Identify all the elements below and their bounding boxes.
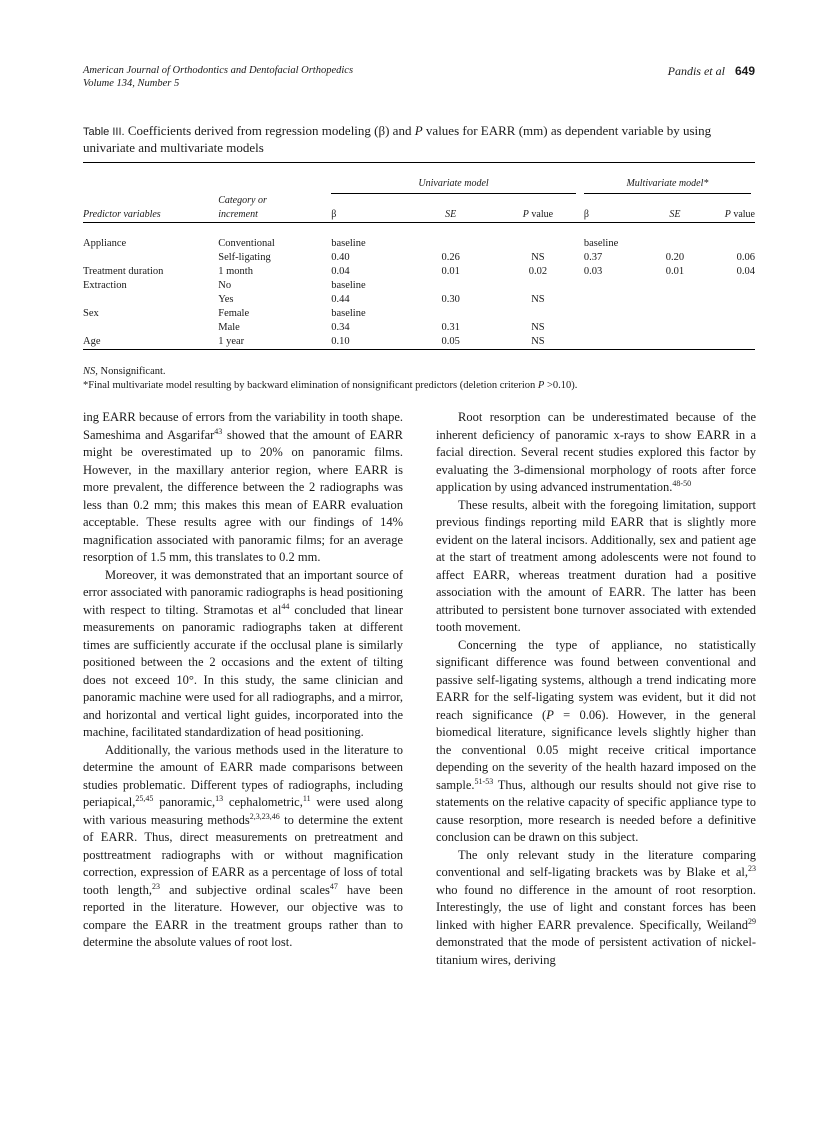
cell-mb [580, 335, 644, 350]
cell-pred: Appliance [83, 238, 127, 249]
running-header [83, 64, 755, 98]
table-row [83, 307, 755, 321]
cell-ub: baseline [331, 308, 366, 319]
cell-mp: 0.06 [736, 252, 755, 263]
cell-mse: 0.01 [665, 266, 685, 277]
cell-ub: 0.34 [331, 322, 350, 333]
cell-mse [643, 237, 706, 251]
col-uni-p: P value [522, 209, 554, 220]
left-paragraph-1: ing EARR because of errors from the variability in tooth shape. Sameshima and Asgarifar$^{43}$ showed that the amount of EARR might be overestimated up to 20% on panoramic films. However, in the maxillary anterior region, where EARR is more prevalent, the difference between the 2 radiographs was less than 0.2 mm; this makes this mean of EARR evaluation acceptable. These results agree with our findings of 14% magnification associated with panoramic films; for an average resorption of 1.5 mm, this translates to 0.2 mm. [83, 410, 403, 564]
cell-pred: Treatment duration [83, 266, 164, 277]
cell-mb [580, 279, 644, 293]
cell-up: NS [531, 336, 545, 347]
table-row [83, 265, 755, 279]
journal-citation [83, 64, 353, 90]
cell-pred [83, 321, 218, 335]
cell-mp [706, 335, 755, 350]
cell-ub: baseline [331, 238, 366, 249]
table-notes [83, 365, 755, 393]
cell-ub: 0.44 [331, 294, 350, 305]
cell-up: 0.02 [528, 266, 548, 277]
cell-mp [706, 279, 755, 293]
cell-cat: Conventional [218, 238, 275, 249]
cell-use: 0.01 [441, 266, 460, 277]
cell-up [496, 237, 580, 251]
cell-mp [706, 237, 755, 251]
cell-mb [580, 307, 644, 321]
col-category: Category or increment [218, 195, 267, 220]
cell-pred: Sex [83, 308, 99, 319]
cell-up [496, 279, 580, 293]
table-iii [83, 123, 755, 393]
col-multi-p: P value [724, 209, 755, 220]
group-multivariate: Multivariate model* [580, 177, 755, 194]
table-row [83, 251, 755, 265]
caption-text-b: values for EARR (mm) as dependent variable by using univariate and multivariate models [83, 123, 712, 155]
cell-mse [643, 279, 706, 293]
table-row [83, 293, 755, 307]
cell-mb [580, 321, 644, 335]
caption-text-a: Coefficients derived from regression modeling (β) and [127, 123, 415, 138]
body-column-right [436, 409, 756, 969]
cell-use [405, 279, 496, 293]
cell-up [496, 307, 580, 321]
cell-use: 0.30 [441, 294, 460, 305]
cell-cat: Yes [218, 294, 234, 305]
cell-use: 0.05 [441, 336, 460, 347]
journal-volume: Volume 134, Number 5 [83, 78, 180, 89]
cell-pred: Extraction [83, 280, 127, 291]
cell-mse [643, 321, 706, 335]
column-header-row [83, 194, 755, 223]
right-paragraph-1: Root resorption can be underestimated because of the inherent deficiency of panoramic x-rays to show EARR in a facial direction. Several recent studies explored this factor by evaluating the 3-dimensional morphology of roots after force application by using advanced instrumentation.$^{48-50}$ [436, 410, 756, 494]
right-paragraph-3: Concerning the type of appliance, no statistically significant difference was found between conventional and passive self-ligating systems, although a trend indicating more EARR for the self-ligating system was evident, but it did not reach significance (P = 0.06). However, in the general biomedical literature, significance levels slightly higher than the conventional 0.05 might receive critical importance depending on the severity of the health hazard imposed on the sample.$^{51-53}$ Thus, although our results should not give rise to statements on the relative capacity of specific appliance type to cause resorption, more research is needed before a definitive conclusion can be drawn on this subject. [436, 637, 756, 844]
cell-mse [643, 335, 706, 350]
page-info [668, 64, 755, 78]
cell-up: NS [531, 322, 545, 333]
authors: Pandis et al [667, 64, 725, 78]
cell-cat: No [218, 280, 232, 291]
cell-ub: 0.40 [331, 252, 350, 263]
table-row [83, 237, 755, 251]
cell-mb [580, 293, 644, 307]
note-final-model: *Final multivariate model resulting by backward elimination of nonsignificant predictors (deletion criterion P >0.10). [83, 380, 578, 391]
note-ns: NS, Nonsignificant. [83, 366, 166, 377]
cell-use [405, 307, 496, 321]
cell-mse [643, 307, 706, 321]
cell-cat: Female [218, 308, 250, 319]
cell-mp [706, 307, 755, 321]
left-paragraph-2: Moreover, it was demonstrated that an important source of error associated with panoramic radiographs is head positioning with respect to tilting. Stramotas et $al^{44}$ concluded that linear measurements on panoramic radiographs taken at different times are sufficiently accurate if the occlusal plane is similarly positioned between the 2 occasions and the extent of tilting does not exceed 10°. In this study, the same clinician and panoramic machine were used for all radiographs, and a mirror, and horizontal and vertical light guides, incorporated into the machine, facilitated standardization of head positioning. [83, 567, 403, 739]
cell-cat: 1 month [218, 266, 253, 277]
cell-mb: baseline [583, 238, 619, 249]
cell-cat: Self-ligating [218, 252, 271, 263]
page-number: 649 [734, 64, 755, 78]
cell-up: NS [531, 294, 545, 305]
table-row [83, 335, 755, 350]
cell-ub: baseline [331, 280, 366, 291]
journal-name: American Journal of Orthodontics and Dentofacial Orthopedics [83, 65, 354, 76]
cell-up: NS [531, 252, 545, 263]
regression-table [83, 162, 755, 364]
col-predictor: Predictor variables [83, 209, 161, 220]
col-uni-beta: β [331, 209, 337, 220]
cell-mp: 0.04 [736, 266, 755, 277]
cell-mb: 0.37 [583, 252, 603, 263]
cell-cat: Male [218, 322, 240, 333]
right-paragraph-4: The only relevant study in the literature comparing conventional and self-ligating brackets was by Blake et al,$^{23}$ who found no difference in the amount of root resorption. Interestingly, the use of light and constant forces has been linked with higher EARR prevalence. Specifically, Weiland$^{29}$ demonstrated that the mode of persistent activation of nickel-titanium wires, deriving [436, 847, 756, 967]
cell-mp [706, 293, 755, 307]
cell-pred [83, 251, 218, 265]
cell-pred: Age [83, 336, 101, 347]
table-row [83, 279, 755, 293]
col-uni-se: SE [445, 209, 457, 220]
table-label: Table III. [83, 126, 125, 138]
cell-ub: 0.04 [331, 266, 350, 277]
cell-mse [643, 293, 706, 307]
cell-mp [706, 321, 755, 335]
cell-use: 0.31 [441, 322, 460, 333]
cell-cat: 1 year [218, 336, 245, 347]
table-row [83, 321, 755, 335]
cell-use: 0.26 [441, 252, 460, 263]
cell-use [405, 237, 496, 251]
cell-mb: 0.03 [583, 266, 603, 277]
left-paragraph-3: Additionally, the various methods used in the literature to determine the amount of EARR made comparisons between studies problematic. Different types of radiographs, including periapical,$^{25,45}$ panoramic,$^{13}$ cephalometric,$^{11}$ were used along with various measuring methods$^{2,3,23,46}$ to determine the extent of EARR. Thus, direct measurements on pretreatment and posttreatment radiographs with or without magnification correction, expression of EARR as a percentage of loss of total tooth length,$^{23}$ and subjective ordinal scales$^{47}$ have been reported in the literature. However, our objective was to compare the EARR in the treatment groups rather than to determine the absolute values of root lost. [83, 742, 403, 949]
right-paragraph-2: These results, albeit with the foregoing limitation, support previous findings reporting mild EARR that is slightly more evident on the lateral incisors. Additionally, sex and patient age at the start of treatment among adolescents were not found to affect EARR, whereas treatment duration had a positive association with the amount of EARR. The latter has been attributed to persistent bone turnover associated with extended tooth movement. [436, 497, 756, 634]
table-caption [83, 123, 755, 156]
group-univariate: Univariate model [327, 177, 580, 194]
group-header-row [83, 177, 755, 194]
cell-mse: 0.20 [665, 252, 685, 263]
col-multi-se: SE [669, 209, 681, 220]
body-column-left [83, 409, 403, 952]
col-multi-beta: β [583, 209, 589, 220]
caption-p: P [414, 123, 423, 138]
cell-ub: 0.10 [331, 336, 350, 347]
cell-pred [83, 293, 218, 307]
